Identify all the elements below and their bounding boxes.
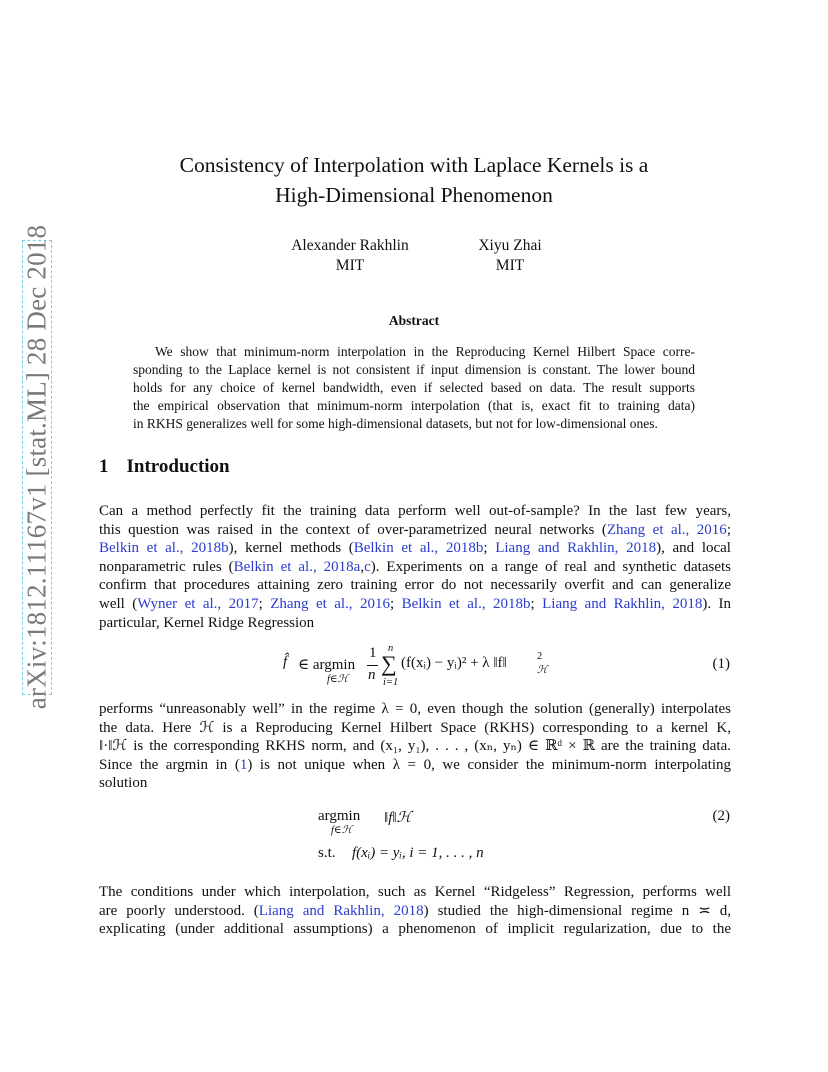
arxiv-identifier[interactable]: arXiv:1812.11167v1 [stat.ML] 28 Dec 2018 — [21, 224, 52, 710]
eq2-objective: ‖f‖ℋ — [384, 810, 412, 826]
eq2-argmin: argmin — [318, 808, 361, 824]
citation-link[interactable]: Zhang et al., 2016 — [270, 595, 390, 612]
author-affiliation: MIT — [495, 257, 525, 274]
abstract-line: holds for any choice of kernel bandwidth, even if selected based on data. The result supports — [133, 380, 695, 395]
text-span: ). Experiments on a range of real and synthetic datasets — [370, 558, 732, 575]
text-span: nonparametric rules ( — [99, 558, 234, 575]
text-span: this question was raised in the context of over-parametrized neural networks ( — [99, 521, 607, 538]
abstract-line: the empirical observation that minimum-norm interpolation (that is, exact fit to training data) — [133, 398, 695, 413]
text-span: ; — [258, 595, 271, 612]
text-span: ) studied the high-dimensional regime n ≍ d, — [423, 902, 731, 919]
text-line — [99, 595, 731, 614]
text-line: confirm that procedures attaining zero training error do not necessarily overfit and can generalize — [99, 577, 731, 594]
eq1-argmin-subscript: f∈ℋ — [327, 674, 349, 685]
equation-ref-link[interactable]: 1 — [239, 756, 248, 773]
abstract-line: We show that minimum-norm interpolation in the Reproducing Kernel Hilbert Space corre- — [155, 344, 695, 359]
text-line — [99, 902, 731, 921]
text-span: ; — [483, 540, 496, 557]
text-line: ‖·‖ℋ is the corresponding RKHS norm, and (x₁, y₁), . . . , (xₙ, yₙ) ∈ ℝᵈ × ℝ are the training data. — [99, 738, 731, 755]
citation-link[interactable]: Belkin et al., 2018b — [99, 540, 229, 557]
text-line: The conditions under which interpolation, such as Kernel “Ridgeless” Regression, performs well — [99, 884, 731, 900]
text-span: ; — [726, 521, 731, 538]
text-span: well ( — [99, 595, 138, 612]
abstract-line: in RKHS generalizes well for some high-dimensional datasets, but not for low-dimensional ones. — [133, 416, 658, 431]
equation-number: (2) — [712, 808, 730, 824]
eq2-argmin-subscript: f∈ℋ — [331, 825, 353, 836]
eq1-sum-sign: ∑ — [381, 651, 397, 676]
equation-number: (1) — [712, 656, 730, 672]
abstract-body — [133, 343, 695, 433]
citation-link[interactable]: Wyner et al., 2017 — [137, 595, 259, 612]
section-number: 1 — [99, 456, 109, 477]
intro-paragraph-1 — [99, 502, 731, 632]
text-line — [99, 756, 731, 775]
section-heading — [99, 456, 230, 478]
citation-link[interactable]: Liang and Rakhlin, 2018 — [542, 595, 703, 612]
text-line: particular, Kernel Ridge Regression — [99, 614, 315, 631]
eq1-sum-upper: n — [388, 643, 394, 654]
text-line: Can a method perfectly fit the training data perform well out-of-sample? In the last few years, — [99, 503, 731, 519]
eq2-constraint: f(xᵢ) = yᵢ, i = 1, . . . , n — [352, 845, 484, 861]
title-line-2: High-Dimensional Phenomenon — [275, 183, 553, 207]
eq1-frac-denominator: n — [368, 667, 376, 683]
text-line — [99, 521, 731, 540]
eq1-sum-lower: i=1 — [383, 677, 399, 688]
text-line: performs “unreasonably well” in the regime λ = 0, even though the solution (generally) interpolates — [99, 701, 731, 717]
text-line: solution — [99, 775, 148, 792]
text-span: ; — [389, 595, 402, 612]
citation-link[interactable]: Liang and Rakhlin, 2018 — [258, 902, 424, 919]
eq1-norm-superscript: 2 — [537, 651, 543, 662]
eq1-body: (f(xᵢ) − yᵢ)² + λ ‖f‖ — [401, 655, 507, 671]
abstract-line: sponding to the Laplace kernel is not consistent if input dimension is constant. The lower bound — [133, 362, 695, 377]
citation-link[interactable]: Zhang et al., 2016 — [606, 521, 727, 538]
text-line: the data. Here ℋ is a Reproducing Kernel Hilbert Space (RKHS) corresponding to a kernel K, — [99, 719, 731, 736]
citation-link[interactable]: Belkin et al., 2018b — [353, 540, 484, 557]
citation-link[interactable]: Liang and Rakhlin, 2018 — [495, 540, 657, 557]
text-line — [99, 558, 731, 577]
author-affiliation: MIT — [335, 257, 365, 274]
text-span: ; — [530, 595, 543, 612]
title-line-1: Consistency of Interpolation with Laplace Kernels is a — [179, 153, 649, 177]
eq1-argmin: ∈ argmin — [298, 657, 356, 673]
eq1-norm-subscript: ℋ — [537, 665, 548, 676]
author-1 — [270, 236, 430, 276]
text-span: ), kernel methods ( — [228, 540, 354, 557]
author-name: Xiyu Zhai — [478, 237, 542, 254]
author-2 — [450, 236, 570, 276]
text-span: ), and local — [656, 540, 731, 557]
text-span: ) is not unique when λ = 0, we consider the minimum-norm interpolating — [247, 756, 731, 773]
text-span: Since the argmin in ( — [99, 756, 240, 773]
eq2-st: s.t. — [318, 845, 336, 861]
text-span: are poorly understood. ( — [99, 902, 259, 919]
paper-title — [0, 150, 828, 210]
abstract-heading: Abstract — [388, 313, 440, 328]
text-line — [99, 539, 731, 558]
author-name: Alexander Rakhlin — [291, 237, 409, 254]
section-title: Introduction — [126, 456, 230, 477]
text-span: ). In — [702, 595, 731, 612]
intro-paragraph-2 — [99, 700, 731, 793]
citation-link[interactable]: Belkin et al., 2018b — [401, 595, 531, 612]
citation-link[interactable]: c — [364, 558, 371, 575]
citation-link[interactable]: Belkin et al., 2018a — [233, 558, 361, 575]
eq1-frac-numerator: 1 — [369, 645, 377, 661]
text-line: explicating (under additional assumptions) a phenomenon of implicit regularization, due to the — [99, 921, 731, 938]
intro-paragraph-3 — [99, 883, 731, 939]
eq1-frac-bar — [367, 665, 378, 666]
text-span: , — [360, 558, 365, 575]
eq1-lhs: f̂ — [283, 654, 288, 670]
